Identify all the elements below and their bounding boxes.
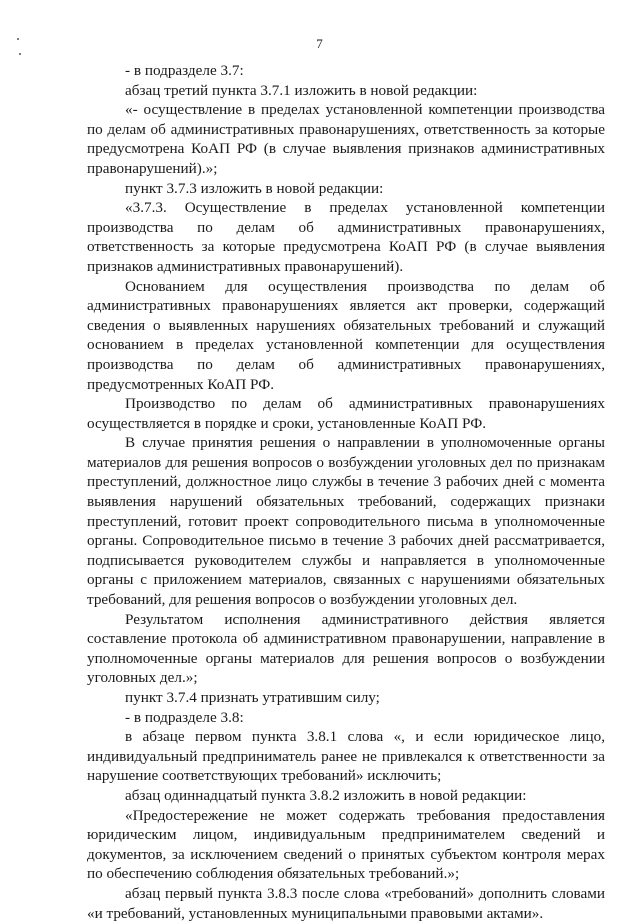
paragraph: «- осуществление в пределах установленной компетенции производства по делам об административных правонарушениях, ответственность за которые предусмотрена КоАП РФ (в случае выявления признаков административных правонарушений).»;: [87, 101, 605, 177]
paragraph: «Предостережение не может содержать требования предоставления юридическим лицом, индивидуальным предпринимателем сведений и документов, за исключением сведений о принятых субъектом контроля мерах по обеспечению соблюдения обязательных требований.»;: [87, 806, 605, 883]
paragraph: - в подразделе 3.7:: [125, 62, 244, 79]
paragraph: пункт 3.7.4 признать утратившим силу;: [125, 689, 380, 706]
paragraph: в абзаце первом пункта 3.8.1 слова «, и если юридическое лицо, индивидуальный предприниматель ранее не привлекался к ответственности за нарушение соответствующих требований» исключить;: [87, 728, 605, 785]
paragraph: пункт 3.7.3 изложить в новой редакции:: [125, 179, 384, 197]
paragraph: - в подразделе 3.8:: [125, 708, 244, 726]
paragraph: Производство по делам об административных правонарушениях осуществляется в порядке и сроки, установленные КоАП РФ.: [87, 395, 605, 432]
paragraph: абзац одиннадцатый пункта 3.8.2 изложить в новой редакции:: [125, 786, 527, 804]
paragraph: В случае принятия решения о направлении в уполномоченные органы материалов для решения вопросов о возбуждении уголовных дел по признакам преступлений, должностное лицо службы в течение 3 рабочих дней с момента выявления нарушений обязательных требований, содержащих признаки преступлений, готовит проект сопроводительного письма в уполномоченные органы. Сопроводительное письмо в течение 3 рабочих дней рассматривается, подписывается руководителем службы и направляется в уполномоченные органы с приложением материалов, связанных с нарушениями обязательных требований, для решения вопросов о возбуждении уголовных дел.: [87, 434, 605, 609]
paragraph: Основанием для осуществления производства по делам об административных правонарушениях является акт проверки, содержащий сведения о выявленных нарушениях обязательных требований и служащий основанием в пределах установленной компетенции для осуществления производства по делам об административных правонарушениях, предусмотренных КоАП РФ.: [87, 277, 605, 393]
paragraph: абзац третий пункта 3.7.1 изложить в новой редакции:: [125, 81, 478, 99]
document-body: [87, 61, 605, 923]
paragraph: Результатом исполнения административного действия является составление протокола об административном правонарушении, направление в уполномоченные органы материалов для решения вопросов о возбуждении уголовных дел.»;: [87, 610, 605, 687]
paragraph: абзац первый пункта 3.8.3 после слова «требований» дополнить словами «и требований, установленных муниципальными правовыми актами».: [87, 884, 605, 922]
paragraph: «3.7.3. Осуществление в пределах установленной компетенции производства по делам об административных правонарушениях, ответственность за которые предусмотрена КоАП РФ (в случае выявления признаков административных правонарушений).: [87, 199, 605, 275]
scan-mark: [19, 53, 21, 55]
page-number: 7: [316, 36, 323, 51]
